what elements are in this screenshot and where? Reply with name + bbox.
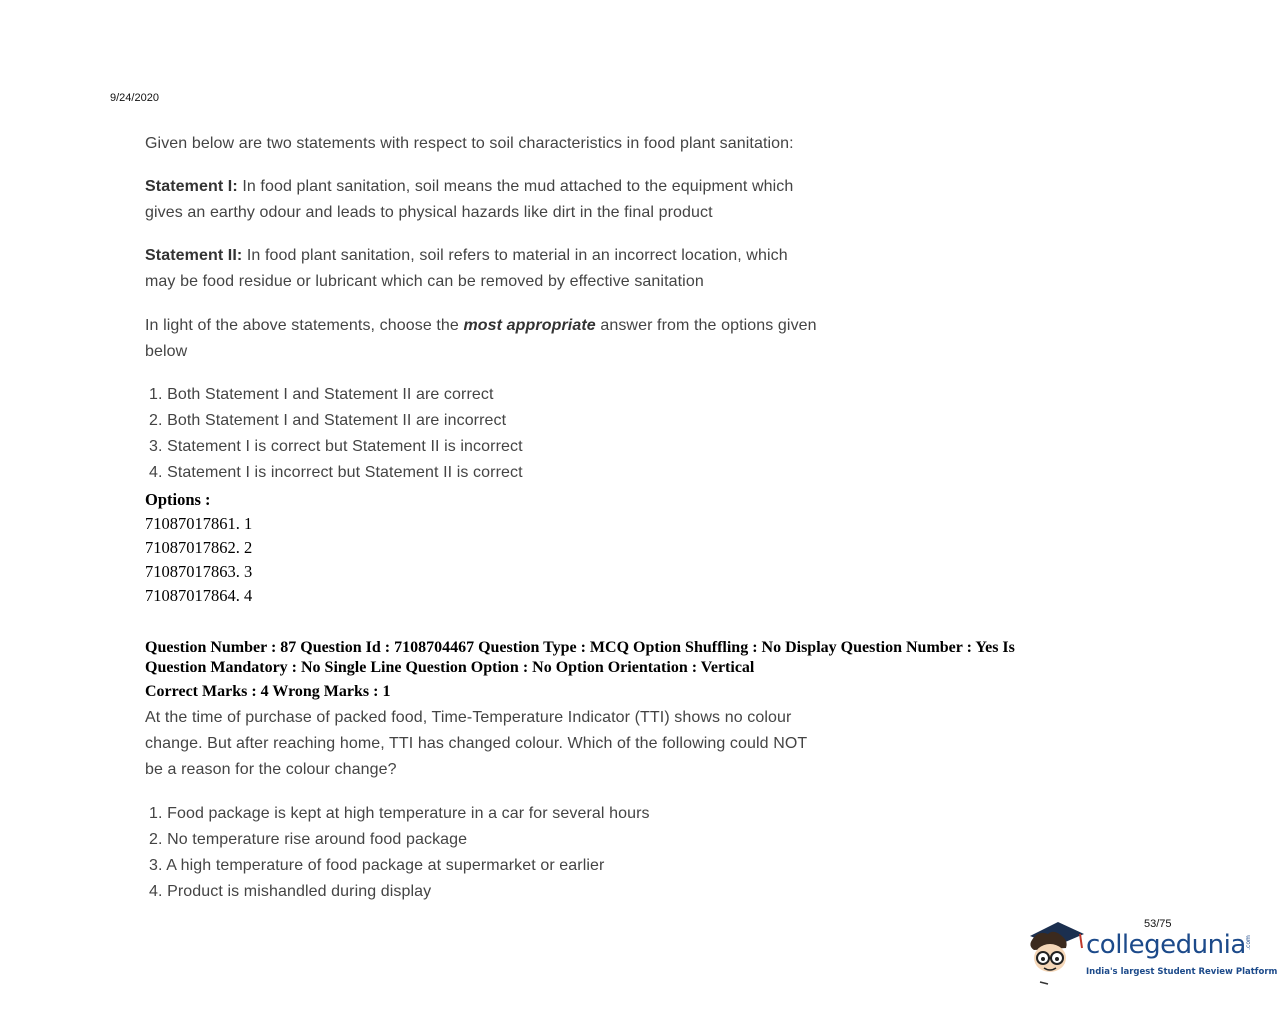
choice-item: 2. Both Statement I and Statement II are incorrect: [149, 412, 507, 429]
instruction-line-1: [145, 317, 817, 335]
choice-item: 4. Statement I is incorrect but Statement II is correct: [149, 464, 523, 481]
choice-item: 4. Product is mishandled during display: [149, 883, 432, 900]
question-87-meta-line-1: Question Number : 87 Question Id : 7108704467 Question Type : MCQ Option Shuffling : No Display Question Number : Yes Is: [145, 639, 1015, 656]
statement-1-line-1: [145, 178, 793, 196]
option-id: 71087017864. 4: [145, 586, 253, 605]
statement-1-text: In food plant sanitation, soil means the mud attached to the equipment which: [237, 178, 794, 195]
statement-2-line-1: [145, 247, 788, 265]
question-87-text-line-2: change. But after reaching home, TTI has changed colour. Which of the following could NOT: [145, 735, 808, 752]
print-date: 9/24/2020: [110, 92, 159, 104]
logo-wordmark: collegedunia: [1086, 930, 1246, 960]
page-number: 53/75: [1144, 918, 1172, 930]
question-87-text-line-1: At the time of purchase of packed food, Time-Temperature Indicator (TTI) shows no colour: [145, 709, 792, 726]
question-intro: Given below are two statements with respect to soil characteristics in food plant sanitation:: [145, 135, 794, 152]
question-87-meta-line-2: Question Mandatory : No Single Line Question Option : No Option Orientation : Vertical: [145, 659, 755, 676]
question-87-text-line-3: be a reason for the colour change?: [145, 761, 397, 778]
statement-2-line-2: may be food residue or lubricant which can be removed by effective sanitation: [145, 273, 704, 290]
instruction-text-a: In light of the above statements, choose the: [145, 317, 464, 334]
option-id: 71087017863. 3: [145, 562, 253, 581]
statement-1-line-2: gives an earthy odour and leads to physical hazards like dirt in the final product: [145, 204, 713, 221]
instruction-line-2: below: [145, 343, 188, 360]
logo-tagline: India's largest Student Review Platform: [1086, 967, 1278, 977]
logo-domain: .com: [1244, 935, 1252, 950]
question-87-marks: Correct Marks : 4 Wrong Marks : 1: [145, 683, 391, 700]
options-label: Options :: [145, 490, 211, 509]
statement-2-label: Statement II:: [145, 247, 243, 264]
option-id: 71087017861. 1: [145, 514, 253, 533]
choice-item: 2. No temperature rise around food package: [149, 831, 468, 848]
statement-2-text: In food plant sanitation, soil refers to material in an incorrect location, which: [242, 247, 788, 264]
mascot-icon: [1024, 918, 1086, 988]
choice-item: 3. Statement I is correct but Statement II is incorrect: [149, 438, 523, 455]
option-id: 71087017862. 2: [145, 538, 253, 557]
choice-item: 3. A high temperature of food package at supermarket or earlier: [149, 857, 605, 874]
statement-1-label: Statement I:: [145, 178, 238, 195]
choice-item: 1. Both Statement I and Statement II are correct: [149, 386, 494, 403]
instruction-text-c: answer from the options given: [595, 317, 817, 334]
choice-item: 1. Food package is kept at high temperature in a car for several hours: [149, 805, 650, 822]
collegedunia-logo: [1024, 918, 1278, 988]
instruction-emphasis: most appropriate: [463, 317, 596, 334]
